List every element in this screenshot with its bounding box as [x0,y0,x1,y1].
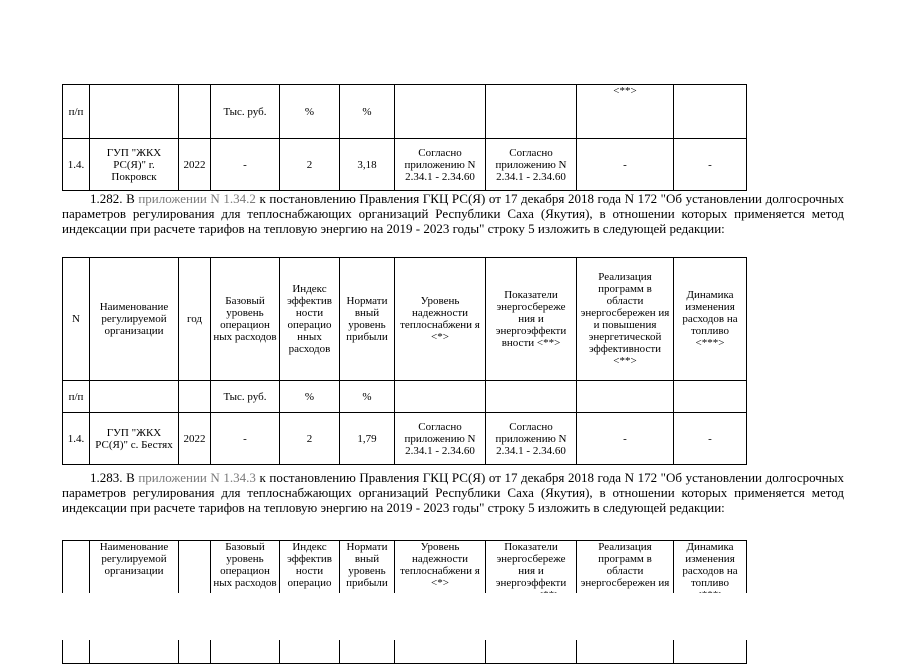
year-value: 2022 [179,139,211,191]
paragraph-prefix: 1.282. В [90,191,139,206]
paragraph-text: к постановлению Правления ГКЦ РС(Я) от 17 декабря 2018 года N 172 "Об установлении долгосрочных параметров регулирования для теплоснабжающих организаций Республики Саха (Якутия), в отношении которых применяется метод индексации при расчете тарифов на тепловую энергию на 2019 - 2023 годы" строку 5 изложить в следующей редакции: [62,191,845,236]
header-programs: Реализация программ в области энергосбережен ия [577,541,674,664]
dynamics-value: - [674,413,747,465]
profit-units-cell: % [340,381,395,413]
base-units-cell: Тыс. руб. [211,381,280,413]
reliability-value: Согласно приложению N 2.34.1 - 2.34.60 [395,413,486,465]
programs-units-cell: <**> [577,85,674,139]
energy-value: Согласно приложению N 2.34.1 - 2.34.60 [486,139,577,191]
row-number: 1.4. [63,139,90,191]
energy-units-cell [486,381,577,413]
index-units-cell: % [280,381,340,413]
header-row [63,258,747,381]
paragraph-1283 [62,470,844,515]
appendix-link[interactable]: приложении N 1.34.2 [138,191,256,206]
header-profit: Нормати вный уровень прибыли [340,541,395,664]
programs-units-cell [577,381,674,413]
units-row [63,381,747,413]
name-units-cell [90,85,179,139]
parameters-table-2 [62,257,747,465]
header-index: Индекс эффектив ности операцио нных расходов [280,258,340,381]
base-value: - [211,139,280,191]
year-units-cell [179,85,211,139]
header-reliability: Уровень надежности теплоснабжени я <*> [395,541,486,664]
energy-value: Согласно приложению N 2.34.1 - 2.34.60 [486,413,577,465]
header-energy: Показатели энергосбереже ния и энергоэффекти [486,541,577,664]
index-value: 2 [280,413,340,465]
units-row [63,85,747,139]
header-name: Наименование регулируемой организации [90,258,179,381]
reliability-value: Согласно приложению N 2.34.1 - 2.34.60 [395,139,486,191]
npp-cell: п/п [63,381,90,413]
header-n: N [63,258,90,381]
header-base: Базовый уровень операцион ных расходов [211,258,280,381]
header-index: Индекс эффектив ности операцио [280,541,340,664]
npp-cell: п/п [63,85,90,139]
page-bottom-margin [0,593,905,640]
profit-units-cell: % [340,85,395,139]
year-units-cell [179,381,211,413]
header-reliability: Уровень надежности теплоснабжени я <*> [395,258,486,381]
dynamics-units-cell [674,85,747,139]
year-value: 2022 [179,413,211,465]
header-name: Наименование регулируемой организации [90,541,179,664]
paragraph-text: к постановлению Правления ГКЦ РС(Я) от 17 декабря 2018 года N 172 "Об установлении долгосрочных параметров регулирования для теплоснабжающих организаций Республики Саха (Якутия), в отношении которых применяется метод индексации при расчете тарифов на тепловую энергию на 2019 - 2023 годы" строку 5 изложить в следующей редакции: [62,470,845,515]
dynamics-value: - [674,139,747,191]
appendix-link[interactable]: приложении N 1.34.3 [138,470,256,485]
index-units-cell: % [280,85,340,139]
reliability-units-cell [395,85,486,139]
index-value: 2 [280,139,340,191]
header-dynamics: Динамика изменения расходов на топливо [674,541,747,664]
reliability-units-cell [395,381,486,413]
programs-value: - [577,413,674,465]
dynamics-units-cell [674,381,747,413]
header-energy: Показатели энергосбереже ния и энергоэффекти вности <**> [486,258,577,381]
name-units-cell [90,381,179,413]
profit-value: 3,18 [340,139,395,191]
header-profit: Нормати вный уровень прибыли [340,258,395,381]
table-row [63,413,747,465]
header-year: год [179,258,211,381]
programs-value: - [577,139,674,191]
header-programs: Реализация программ в области энергосбережен ия и повышения энергетической эффективности <**> [577,258,674,381]
paragraph-1282 [62,191,844,236]
parameters-table-1 [62,84,747,191]
organization-name: ГУП "ЖКХ РС(Я)" с. Бестях [90,413,179,465]
profit-value: 1,79 [340,413,395,465]
table-row [63,139,747,191]
header-base: Базовый уровень операцион ных расходов [211,541,280,664]
paragraph-prefix: 1.283. В [90,470,139,485]
row-number: 1.4. [63,413,90,465]
base-units-cell: Тыс. руб. [211,85,280,139]
energy-units-cell [486,85,577,139]
header-dynamics: Динамика изменения расходов на топливо <***> [674,258,747,381]
organization-name: ГУП "ЖКХ РС(Я)" г. Покровск [90,139,179,191]
base-value: - [211,413,280,465]
